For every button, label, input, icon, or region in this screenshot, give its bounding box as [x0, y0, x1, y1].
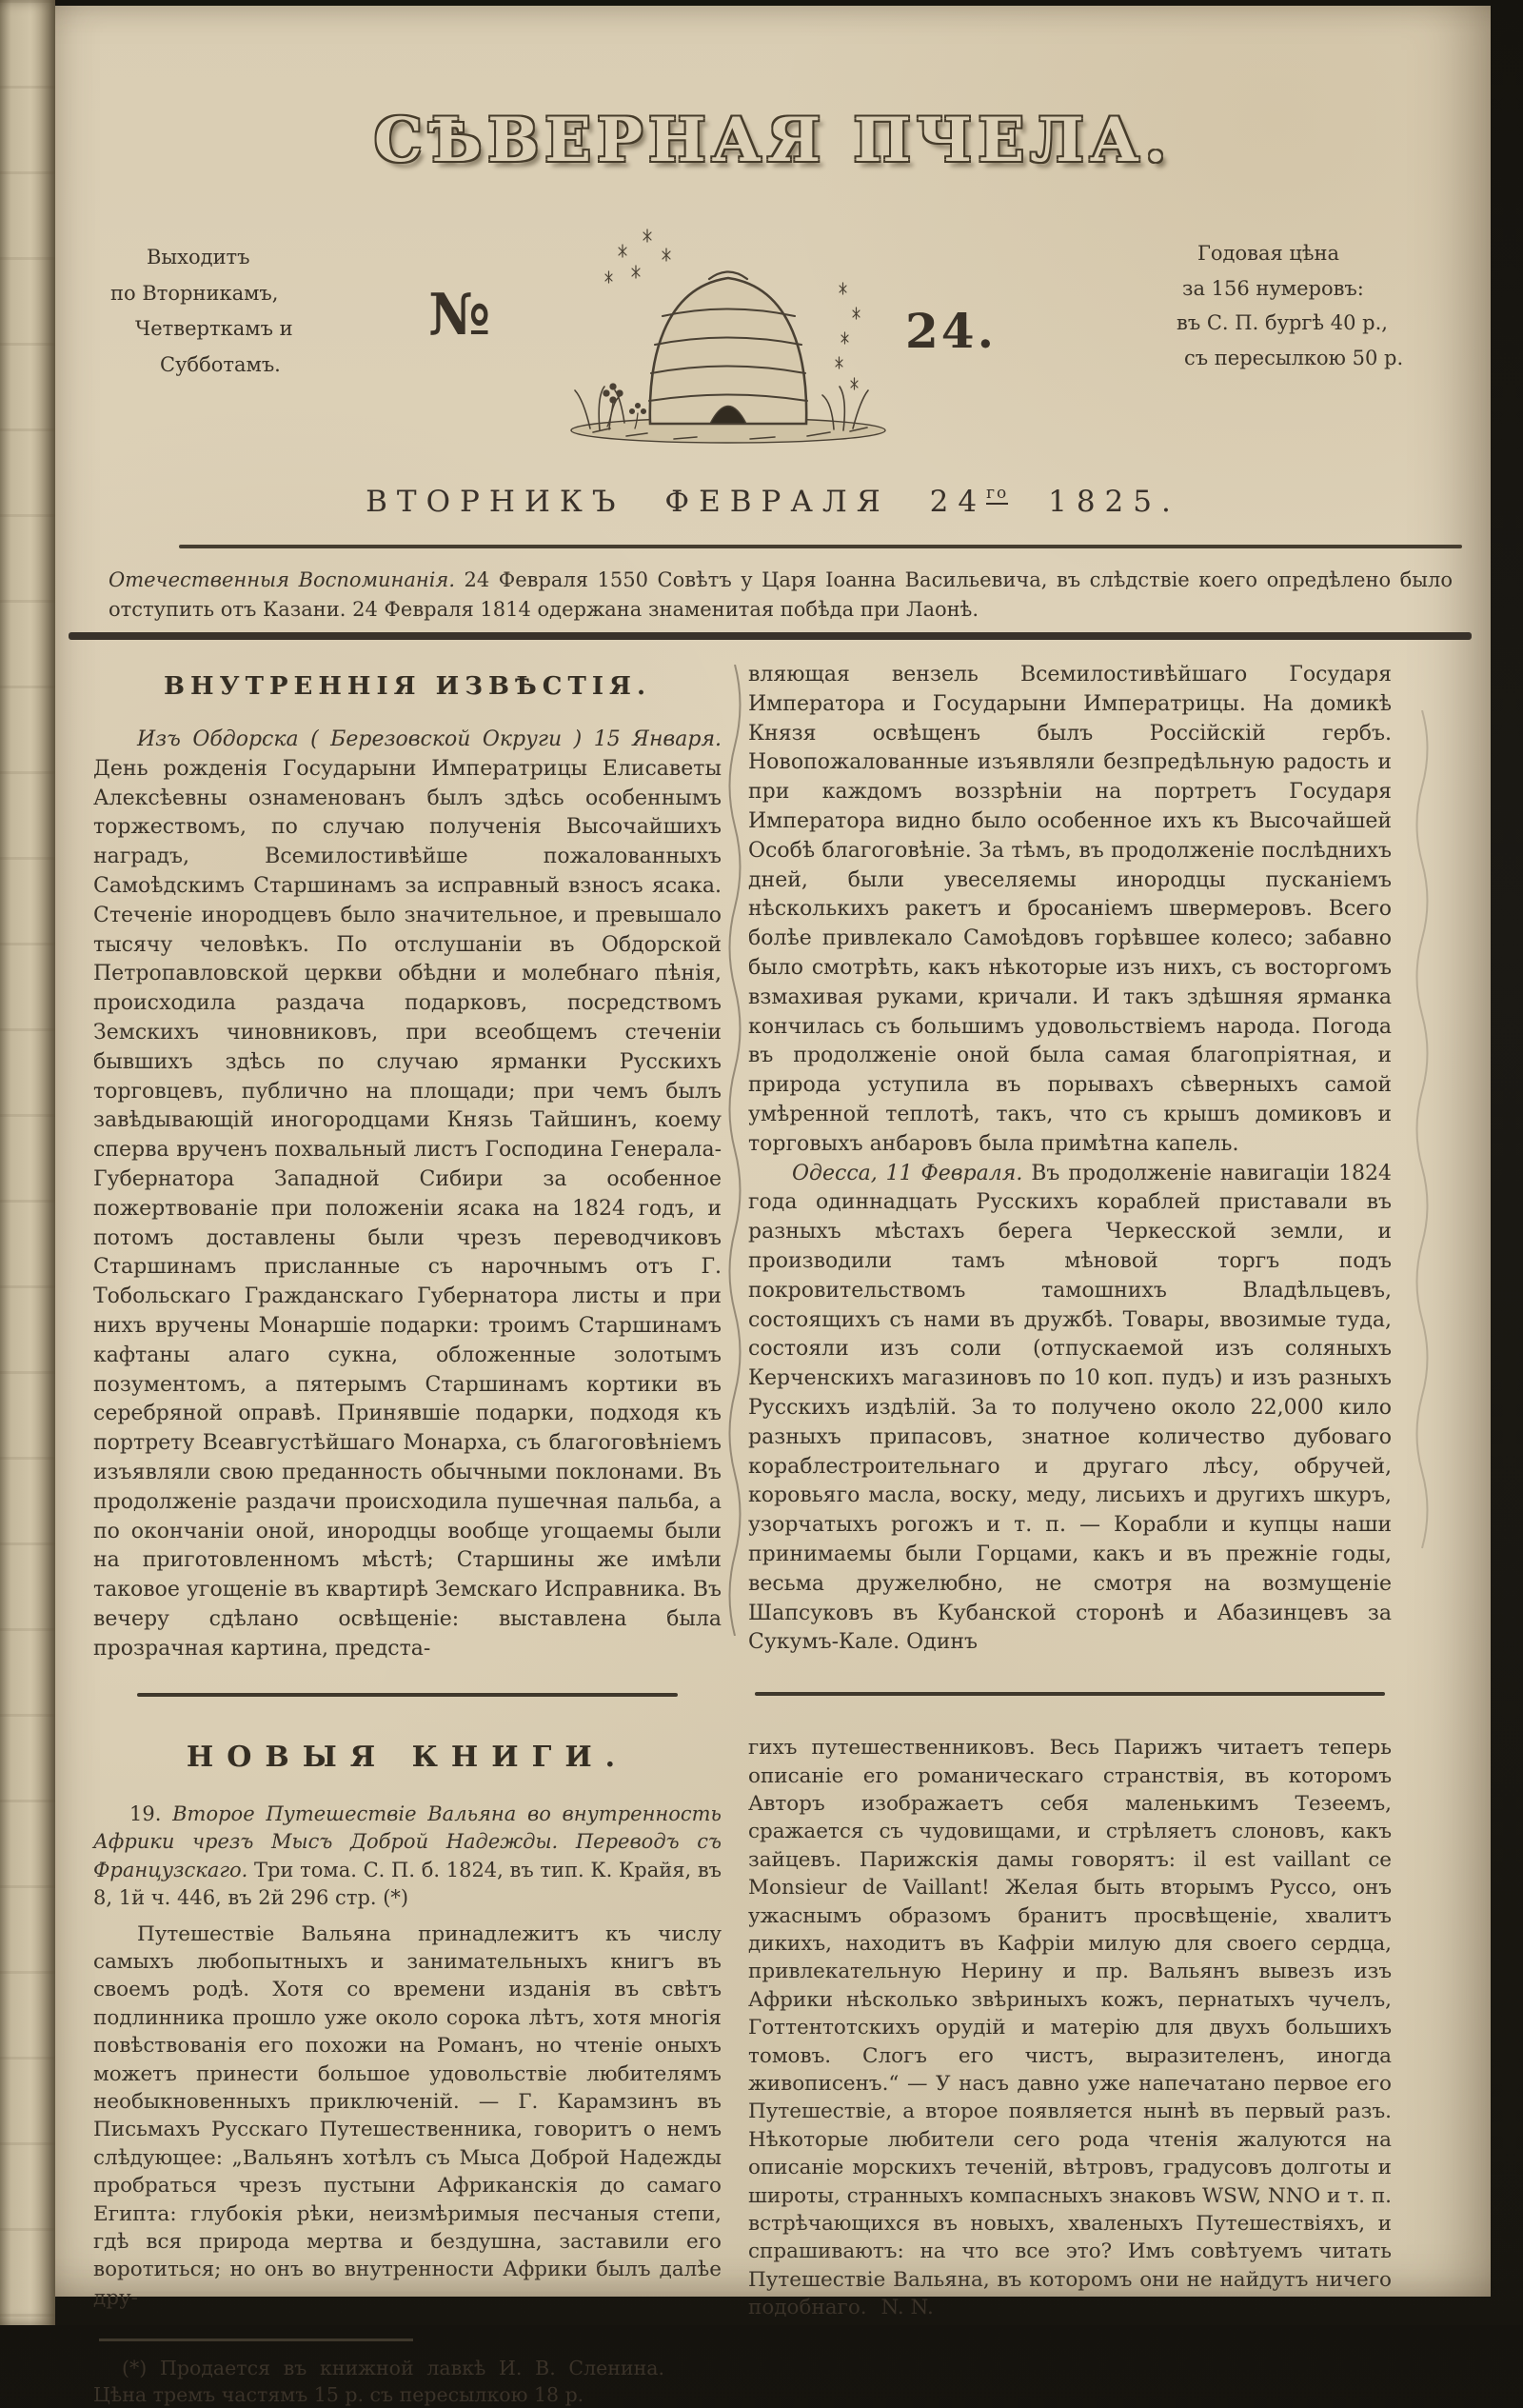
section-rule-left [137, 1693, 678, 1697]
right-margin-marks [1411, 710, 1434, 1605]
issue-number: 24. [905, 303, 997, 359]
article-odessa [748, 1160, 1392, 1659]
review-signature: N. N. [880, 2296, 934, 2320]
newspaper-page [55, 6, 1491, 2407]
schedule-line: Субботамъ. [160, 352, 281, 376]
pricing-line: Годовая цѣна [1197, 242, 1340, 265]
book-review-left: Путешествіе Вальяна принадлежитъ къ числу самыхъ любопытныхъ и занимательныхъ книгъ въ своемъ родѣ. Хотя со времени изданія въ свѣтъ подлинника прошло уже около сорока лѣтъ, хотя многія повѣствованія его похожи на Романъ, но чтеніе оныхъ можетъ принести большое удовольствіе любителямъ необыкновенныхъ приключеній. — Г. Карамзинъ въ Письмахъ Русскаго Путешественника, говоритъ о немъ слѣдующее: „Вальянъ хотѣлъ съ Мыса Доброй Надежды пробраться чрезъ пустыни Африканскія до самаго Египта: глубокія рѣки, неизмѣримыя песчаныя степи, гдѣ вся природа мертва и бездушна, заставили его воротиться; но онъ во внутренности Африки былъ далѣе дру- [93, 1921, 722, 2310]
memo-lead: Отечественныя Воспоминанія. [109, 568, 455, 591]
publication-schedule [110, 240, 293, 383]
column-divider [723, 665, 746, 1636]
dateline [55, 484, 1491, 519]
memo-text: 24 Февраля 1550 Совѣтъ у Царя Іоанна Васильевича, въ слѣдствіе коего опредѣлено было отступить отъ Казани. 24 Февраля 1814 одержана знаменитая побѣда при Лаонѣ. [109, 568, 1453, 621]
pricing-line: съ пересылкою 50 р. [1184, 346, 1404, 369]
dateline-text: ВТОРНИКЪ ФЕВРАЛЯ 24 [366, 485, 987, 519]
issue-number-symbol: № [428, 282, 491, 348]
right-column [748, 661, 1392, 2322]
footnote: (*) Продается въ книжной лавкѣ И. В. Сленина. Цѣна тремъ частямъ 15 р. съ пересылкою 18 р. [93, 2357, 664, 2407]
footnote-rule [99, 2338, 413, 2341]
book-entry-title: Второе Путешествіе Вальяна во внутренность Африки чрезъ Мысъ Доброй Надежды. Переводъ съ Французскаго. [93, 1801, 722, 1881]
beehive-vignette [550, 219, 907, 448]
article-odessa-dateline: Одесса, 11 Февраля. [792, 1161, 1023, 1185]
dateline-year: 1825. [1048, 485, 1180, 519]
schedule-line: по Вторникамъ, [110, 281, 279, 305]
section-heading-domestic-news: ВНУТРЕННІЯ ИЗВѢСТІЯ. [164, 672, 651, 701]
book-review-right [748, 1734, 1392, 2322]
rule-above-columns [69, 632, 1472, 640]
dateline-ordinal: го [986, 484, 1009, 503]
pricing-line: въ С. П. бургѣ 40 р., [1177, 311, 1388, 334]
article-obdorsk-dateline: Изъ Обдорска ( Березовской Округи ) 15 Января. [137, 727, 722, 751]
section-rule-right [755, 1692, 1385, 1696]
masthead-title: СѢВЕРНАЯ ПЧЕЛА. [373, 105, 1173, 176]
book-review-right-text: гихъ путешественниковъ. Весь Парижъ читаетъ теперь описаніе его романическаго странствія, въ которомъ Авторъ изображаетъ себя маленькимъ Тезеемъ, сражается съ чудовищами, и стрѣляетъ слоновъ, какъ зайцевъ. Парижскія дамы говорятъ: il est vaillant ce Monsieur de Vaillant! Желая быть вторымъ Руссо, онъ ужаснымъ образомъ бранитъ просвѣщеніе, хвалитъ дикихъ, находитъ въ Кафріи милую для своего сердца, привлекательную Нерину и пр. Вальянъ вывезъ изъ Африки нѣсколько звѣриныхъ кожъ, пернатыхъ чучелъ, Готтентотскихъ орудій и матерію для двухъ большихъ томовъ. Слогъ его чистъ, выразителенъ, иногда живописенъ.“ — У насъ давно уже напечатано первое его Путешествіе, а второе появляется нынѣ въ первый разъ. Нѣкоторые любители сего рода чтенія жалуются на описаніе морскихъ теченій, вѣтровъ, градусовъ долготы и широты, странныхъ компасныхъ знаковъ WSW, NNO и т. п. встрѣчающихся въ новыхъ, хваленыхъ Путешествіяхъ, и спрашиваютъ: на что все это? Имъ совѣтуемъ читать Путешествіе Вальяна, въ которомъ они не найдутъ ничего подобнаго. [748, 1736, 1392, 2320]
book-edge [0, 0, 55, 2325]
historical-memo [109, 566, 1453, 625]
section-heading-new-books: НОВЫЯ КНИГИ. [186, 1740, 629, 1774]
schedule-line: Выходитъ [147, 246, 250, 269]
article-obdorsk [93, 726, 722, 1664]
schedule-line: Четверткамъ и [135, 317, 293, 340]
subscription-price [1177, 236, 1403, 375]
rule-under-dateline [179, 545, 1462, 548]
article-obdorsk-continuation: вляющая вензель Всемилостивѣйшаго Государя Императора и Государыни Императрицы. На домикѣ Князя освѣщенъ былъ Россійскій гербъ. Новопожалованные изъявляли безпредѣльную радость и при каждомъ воззрѣніи на портретъ Государя Императора видно было особенное ихъ къ Высочайшей Особѣ благоговѣніе. За тѣмъ, въ продолженіе послѣднихъ дней, были увеселяемы инородцы пусканіемъ нѣсколькихъ ракетъ и бросаніемъ швермеровъ. Всего болѣе привлекало Самоѣдовъ горѣвшее колесо; забавно было смотрѣть, какъ нѣкоторые изъ нихъ, съ восторгомъ взмахивая руками, кричали. И такъ здѣшняя ярманка кончилась съ большимъ удовольствіемъ народа. Погода въ продолженіе оной была самая благопріятная, и природа уступила въ порывахъ сѣверныхъ самой умѣренной теплотѣ, такъ, что съ крышъ домиковъ и торговыхъ анбаровъ была примѣтна капель. [748, 663, 1392, 1156]
article-odessa-body: Въ продолженіе навигаціи 1824 года одиннадцать Русскихъ кораблей приставали въ разныхъ мѣстахъ берега Черкесской земли, и производили тамъ мѣновой торгъ подъ покровительствомъ тамошнихъ Владѣльцевъ, состоящихъ съ нами въ дружбѣ. Товары, ввозимые туда, состояли изъ соли (отпускаемой изъ соляныхъ Керченскихъ магазиновъ по 10 коп. пудъ) и изъ разныхъ Русскихъ издѣлій. За то получено около 22,000 кило разныхъ припасовъ, знатное количество дубоваго кораблестроительнаго и другаго лѣсу, обручей, коровьяго масла, воску, меду, лисьихъ и другихъ шкуръ, узорчатыхъ рогожъ и т. п. — Корабли и купцы наши принимаемы были Горцами, какъ и въ прежніе годы, весьма дружелюбно, не смотря на возмущеніе Шапсуковъ въ Кубанской сторонѣ и Абазинцевъ за Сукумъ-Кале. Одинъ [748, 1161, 1392, 1655]
left-column [93, 661, 722, 2408]
pricing-line: за 156 нумеровъ: [1182, 276, 1364, 300]
article-obdorsk-body: День рожденія Государыни Императрицы Елисаветы Алексѣевны ознаменованъ былъ здѣсь особеннымъ торжествомъ, по случаю полученія Высочайшихъ наградъ, Всемилостивѣйше пожалованныхъ Самоѣдскимъ Старшинамъ за исправный взносъ ясака. Стеченіе инородцевъ было значительное, и превышало тысячу человѣкъ. По отслушаніи въ Обдорской Петропавловской церкви обѣдни и молебнаго пѣнія, происходила раздача подарковъ, посредствомъ Земскихъ чиновниковъ, при всеобщемъ стеченіи бывшихъ здѣсь по случаю ярманки Русскихъ торговцевъ, публично на площади; при чемъ былъ завѣдывающій иногородцами Князь Тайшинъ, коему сперва врученъ похвальный листъ Господина Генерала-Губернатора Западной Сибири за особенное пожертвованіе при положеніи ясака на 1824 годъ, и потомъ доставлены были чрезъ переводчиковъ Старшинамъ присланные съ нарочнымъ отъ Г. Тобольскаго Гражданскаго Губернатора листы и при нихъ вручены Монаршіе подарки: троимъ Старшинамъ кафтаны алаго сукна, обложенные золотымъ позументомъ, а пятерымъ Старшинамъ кортики въ серебряной оправѣ. Принявшіе подарки, подходя къ портрету Всеавгустѣйшаго Монарха, съ благоговѣніемъ изъявляли свою преданность обычными поклонами. Въ продолженіе раздачи происходила пушечная пальба, а по окончаніи оной, инородцы вообще угощаемы были на приготовленномъ мѣстѣ; Старшины же имѣли таковое угощеніе въ квартирѣ Земскаго Исправника. Въ вечеру сдѣлано освѣщеніе: выставлена была прозрачная картина, предста- [93, 756, 722, 1661]
book-entry-number: 19. [129, 1801, 162, 1825]
book-entry [93, 1801, 722, 1913]
book-entry-imprint: Три тома. С. П. б. 1824, въ тип. К. Крайя, въ 8, 1й ч. 446, въ 2й 296 стр. (*) [93, 1858, 722, 1909]
